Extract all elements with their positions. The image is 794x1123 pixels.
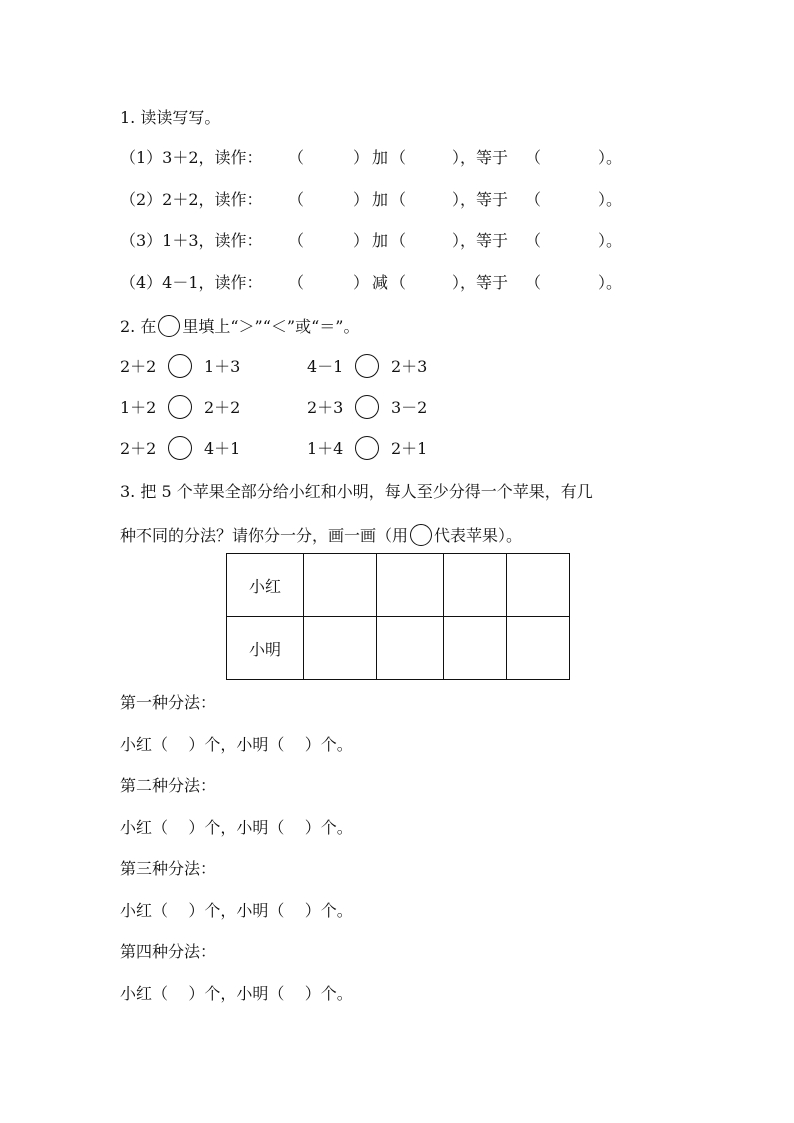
drawing-cell[interactable] <box>507 554 570 617</box>
drawing-cell[interactable] <box>377 554 444 617</box>
distribution-table <box>226 553 570 680</box>
compare-circle[interactable] <box>355 354 379 378</box>
q1-row-4-op-close: ），等于 <box>452 273 509 292</box>
method-1-answer: 小红（ ）个，小明（ ）个。 <box>120 735 353 754</box>
q3-line-2 <box>120 524 522 546</box>
compare-left: 1＋2 <box>120 398 157 417</box>
q1-row-2-blank-open: （ <box>288 190 305 209</box>
q3-line-1: 3. 把 5 个苹果全部分给小红和小明，每人至少分得一个苹果，有几 <box>120 482 593 501</box>
q1-row-3-op-open: （ <box>390 231 407 250</box>
compare-left: 2＋2 <box>120 439 157 458</box>
q2-title-before: 2. 在 <box>120 317 157 336</box>
compare-right: 2＋3 <box>391 357 428 376</box>
compare-left: 1＋4 <box>307 439 344 458</box>
drawing-cell[interactable] <box>507 617 570 680</box>
method-2-heading: 第二种分法： <box>120 776 217 795</box>
circle-icon <box>410 524 432 546</box>
compare-right: 1＋3 <box>204 357 241 376</box>
q1-row-3-eq-close: ）。 <box>598 231 623 250</box>
drawing-cell[interactable] <box>304 617 377 680</box>
q1-row-4-op: 减 <box>372 273 389 292</box>
compare-circle[interactable] <box>355 436 379 460</box>
compare-circle[interactable] <box>355 395 379 419</box>
row-label: 小明 <box>227 617 304 680</box>
q1-row-3-prefix: （3）1＋3，读作： <box>120 231 263 250</box>
compare-right: 4＋1 <box>204 439 241 458</box>
q1-row-3-eq-open: （ <box>525 231 542 250</box>
q1-row-4-blank-open: （ <box>288 273 305 292</box>
q1-row-1-op: 加 <box>372 148 389 167</box>
method-2-answer: 小红（ ）个，小明（ ）个。 <box>120 818 353 837</box>
drawing-cell[interactable] <box>444 554 507 617</box>
q1-row-4-eq-close: ）。 <box>598 273 623 292</box>
compare-circle[interactable] <box>168 354 192 378</box>
q1-row-1-blank-open: （ <box>288 148 305 167</box>
compare-right: 2＋2 <box>204 398 241 417</box>
q1-row-1-op-close: ），等于 <box>452 148 509 167</box>
compare-left: 2＋2 <box>120 357 157 376</box>
q1-row-4-eq-open: （ <box>525 273 542 292</box>
q1-row-4-prefix: （4）4－1，读作： <box>120 273 263 292</box>
q1-row-2-op-close: ），等于 <box>452 190 509 209</box>
q1-row-2-eq-open: （ <box>525 190 542 209</box>
compare-left: 4－1 <box>307 357 344 376</box>
circle-icon <box>158 315 180 337</box>
q1-row-1-eq-open: （ <box>525 148 542 167</box>
table-row <box>227 617 570 680</box>
table-row <box>227 554 570 617</box>
drawing-cell[interactable] <box>444 617 507 680</box>
q1-row-1-op-open: （ <box>390 148 407 167</box>
q1-row-2-eq-close: ）。 <box>598 190 623 209</box>
q1-row-2-prefix: （2）2＋2，读作： <box>120 190 263 209</box>
compare-right: 2＋1 <box>391 439 428 458</box>
compare-circle[interactable] <box>168 395 192 419</box>
q1-title: 1. 读读写写。 <box>120 108 221 127</box>
drawing-cell[interactable] <box>377 617 444 680</box>
q1-row-1-prefix: （1）3＋2，读作： <box>120 148 263 167</box>
q1-row-3-op: 加 <box>372 231 389 250</box>
row-label: 小红 <box>227 554 304 617</box>
q1-row-1-eq-close: ）。 <box>598 148 623 167</box>
q1-row-2-blank-close: ） <box>353 190 370 209</box>
q1-row-4-op-open: （ <box>390 273 407 292</box>
method-1-heading: 第一种分法： <box>120 693 217 712</box>
compare-circle[interactable] <box>168 436 192 460</box>
q1-row-3-blank-open: （ <box>288 231 305 250</box>
method-3-heading: 第三种分法： <box>120 859 217 878</box>
compare-right: 3－2 <box>391 398 428 417</box>
drawing-cell[interactable] <box>304 554 377 617</box>
q1-row-2-op-open: （ <box>390 190 407 209</box>
q3-line-2-after: 代表苹果）。 <box>434 526 523 545</box>
method-4-answer: 小红（ ）个，小明（ ）个。 <box>120 984 353 1003</box>
method-4-heading: 第四种分法： <box>120 942 217 961</box>
q1-row-2-op: 加 <box>372 190 389 209</box>
q2-title-after: 里填上“＞”“＜”或“＝”。 <box>182 317 360 336</box>
q1-row-3-op-close: ），等于 <box>452 231 509 250</box>
method-3-answer: 小红（ ）个，小明（ ）个。 <box>120 901 353 920</box>
q1-row-1-blank-close: ） <box>353 148 370 167</box>
q2-title <box>120 315 359 337</box>
q3-line-2-before: 种不同的分法？请你分一分，画一画（用 <box>120 526 409 545</box>
q1-row-4-blank-close: ） <box>353 273 370 292</box>
q1-row-3-blank-close: ） <box>353 231 370 250</box>
compare-left: 2＋3 <box>307 398 344 417</box>
